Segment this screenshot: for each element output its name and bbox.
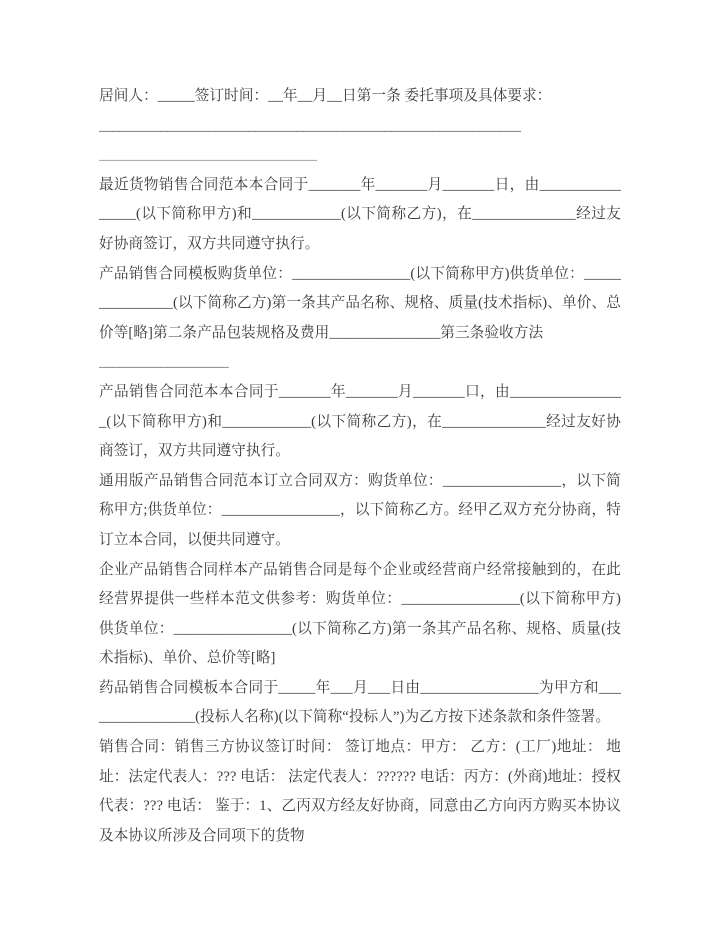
drug-sales-contract-template-paragraph: 药品销售合同模板本合同于_____年___月___日由________________为甲方和________________(投标人名称)(以下简称“投标人”)为乙方按下述条款和条件签署。	[99, 679, 621, 726]
general-version-product-sales-contract-paragraph: 通用版产品销售合同范本订立合同双方：购货单位：________________，以下简称甲方;供货单位：________________，以下简称乙方。经甲乙双方充分协商，特订立本合同，以便共同遵守。	[99, 472, 621, 548]
product-sales-contract-sample-paragraph: 产品销售合同范本本合同于_______年_______月_______口，由________________(以下简称甲方)和____________(以下简称乙方)，在______________经过友好协商签订，双方共同遵守执行。	[99, 383, 621, 460]
recent-goods-sales-contract-paragraph: 最近货物销售合同范本本合同于_______年_______月_______日，由________________(以下简称甲方)和____________(以下简称乙方)，在______________经过友好协商签订，双方共同遵守执行。	[99, 176, 621, 252]
enterprise-product-sales-contract-sample-paragraph: 企业产品销售合同样本产品销售合同是每个企业或经营商户经常接触到的，在此经营界提供一些样本范文供参考：购货单位：________________(以下简称甲方)供货单位：________________(以下简称乙方)第一条其产品名称、规格、质量(技术指标)、单价、总价等[略]	[99, 561, 621, 667]
rule-long-glyphs: ______________________________________________________________	[99, 117, 521, 134]
rule-medium-glyphs: ________________________________	[99, 147, 317, 164]
horizontal-rule-short	[99, 348, 621, 378]
tripartite-sales-agreement-paragraph: 销售合同：销售三方协议签订时间： 签订地点：甲方： 乙方：(工厂)地址： 地址：法定代表人：??? 电话： 法定代表人：?????? 电话：丙方：(外商)地址：授权代表：??? 电话： 鉴于：1、乙丙双方经友好协商，同意由乙方向丙方购买本协议及本协议所涉及合同项下的货物	[99, 739, 621, 844]
document-body	[99, 82, 621, 851]
horizontal-rule-long	[99, 112, 621, 142]
rule-short-glyphs: ___________________	[99, 354, 229, 371]
horizontal-rule-medium	[99, 141, 621, 171]
product-sales-contract-template-paragraph: 产品销售合同模板购货单位：________________(以下简称甲方)供货单位：_______________(以下简称乙方)第一条其产品名称、规格、质量(技术指标)、单价、总价等[略]第二条产品包装规格及费用_______________第三条验收方法	[99, 265, 621, 341]
broker-signing-line: 居间人：_____签订时间：__年__月__日第一条 委托事项及具体要求：	[99, 88, 552, 104]
